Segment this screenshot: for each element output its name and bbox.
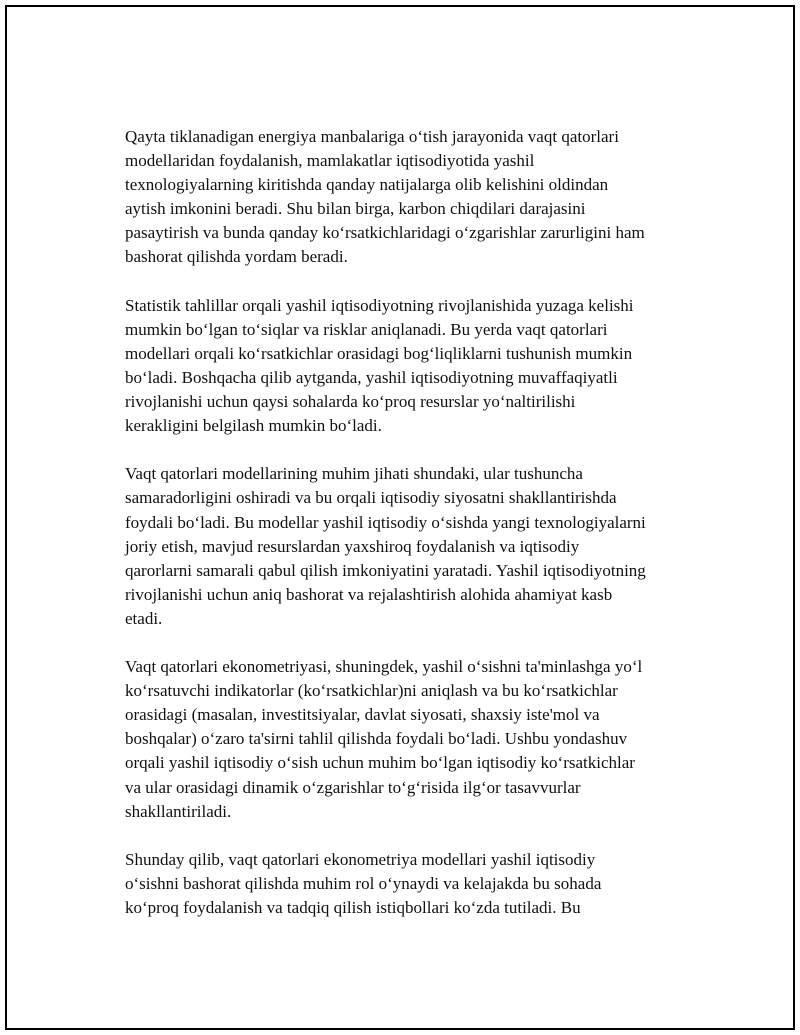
text-line: va ular orasidagi dinamik o‘zgarishlar to‘g‘risida ilg‘or tasavvurlar [125, 777, 581, 797]
text-line: texnologiyalarning kiritishda qanday natijalarga olib kelishini oldindan [125, 175, 609, 195]
text-line: o‘sishni bashorat qilishda muhim rol o‘ynaydi va kelajakda bu sohada [125, 873, 602, 893]
text-line: Vaqt qatorlari modellarining muhim jihati shundaki, ular tushuncha [125, 464, 583, 484]
text-line: ko‘proq foydalanish va tadqiq qilish istiqbollari ko‘zda tutiladi. Bu [125, 898, 581, 917]
paragraph-1 [125, 125, 695, 270]
text-line: kerakligini belgilash mumkin bo‘ladi. [125, 416, 382, 436]
paragraph-2 [125, 294, 695, 439]
paragraph-3 [125, 462, 695, 631]
text-line: orasidagi (masalan, investitsiyalar, davlat siyosati, shaxsiy iste'mol va [125, 705, 600, 725]
text-line: modellaridan foydalanish, mamlakatlar iqtisodiyotida yashil [125, 151, 535, 171]
text-line: joriy etish, mavjud resurslardan yaxshiroq foydalanish va iqtisodiy [125, 536, 580, 556]
text-line: Shunday qilib, vaqt qatorlari ekonometriya modellari yashil iqtisodiy [125, 849, 596, 869]
text-line: rivojlanishi uchun qaysi sohalarda ko‘proq resurslar yo‘naltirilishi [125, 392, 576, 412]
page-frame [5, 5, 795, 1030]
text-line: modellari orqali ko‘rsatkichlar orasidagi bog‘liqliklarni tushunish mumkin [125, 343, 633, 363]
text-line: etadi. [125, 608, 163, 628]
text-line: orqali yashil iqtisodiy o‘sish uchun muhim bo‘lgan iqtisodiy ko‘rsatkichlar [125, 753, 635, 773]
text-line: rivojlanishi uchun aniq bashorat va rejalashtirish alohida ahamiyat kasb [125, 584, 613, 604]
paragraph-5 [125, 848, 695, 920]
paragraph-4 [125, 655, 695, 824]
text-line: Statistik tahlillar orqali yashil iqtisodiyotning rivojlanishida yuzaga kelishi [125, 295, 634, 315]
text-line: boshqalar) o‘zaro ta'sirni tahlil qilishda foydali bo‘ladi. Ushbu yondashuv [125, 729, 628, 749]
text-line: ko‘rsatuvchi indikatorlar (ko‘rsatkichlar)ni aniqlash va bu ko‘rsatkichlar [125, 681, 618, 701]
text-line: aytish imkonini beradi. Shu bilan birga, karbon chiqdilari darajasini [125, 199, 586, 219]
text-line: Qayta tiklanadigan energiya manbalariga o‘tish jarayonida vaqt qatorlari [125, 127, 619, 146]
text-line: bo‘ladi. Boshqacha qilib aytganda, yashil iqtisodiyotning muvaffaqiyatli [125, 367, 618, 387]
text-line: shakllantiriladi. [125, 801, 232, 821]
document-body [125, 125, 695, 944]
text-line: mumkin bo‘lgan to‘siqlar va risklar aniqlanadi. Bu yerda vaqt qatorlari [125, 319, 608, 339]
text-line: qarorlarni samarali qabul qilish imkoniyatini yaratadi. Yashil iqtisodiyotning [125, 560, 646, 580]
text-line: Vaqt qatorlari ekonometriyasi, shuningdek, yashil o‘sishni ta'minlashga yo‘l [125, 657, 643, 677]
text-line: samaradorligini oshiradi va bu orqali iqtisodiy siyosatni shakllantirishda [125, 488, 617, 508]
text-line: bashorat qilishda yordam beradi. [125, 247, 348, 267]
text-line: foydali bo‘ladi. Bu modellar yashil iqtisodiy o‘sishda yangi texnologiyalarni [125, 512, 646, 532]
text-line: pasaytirish va bunda qanday ko‘rsatkichlaridagi o‘zgarishlar zarurligini ham [125, 223, 645, 243]
